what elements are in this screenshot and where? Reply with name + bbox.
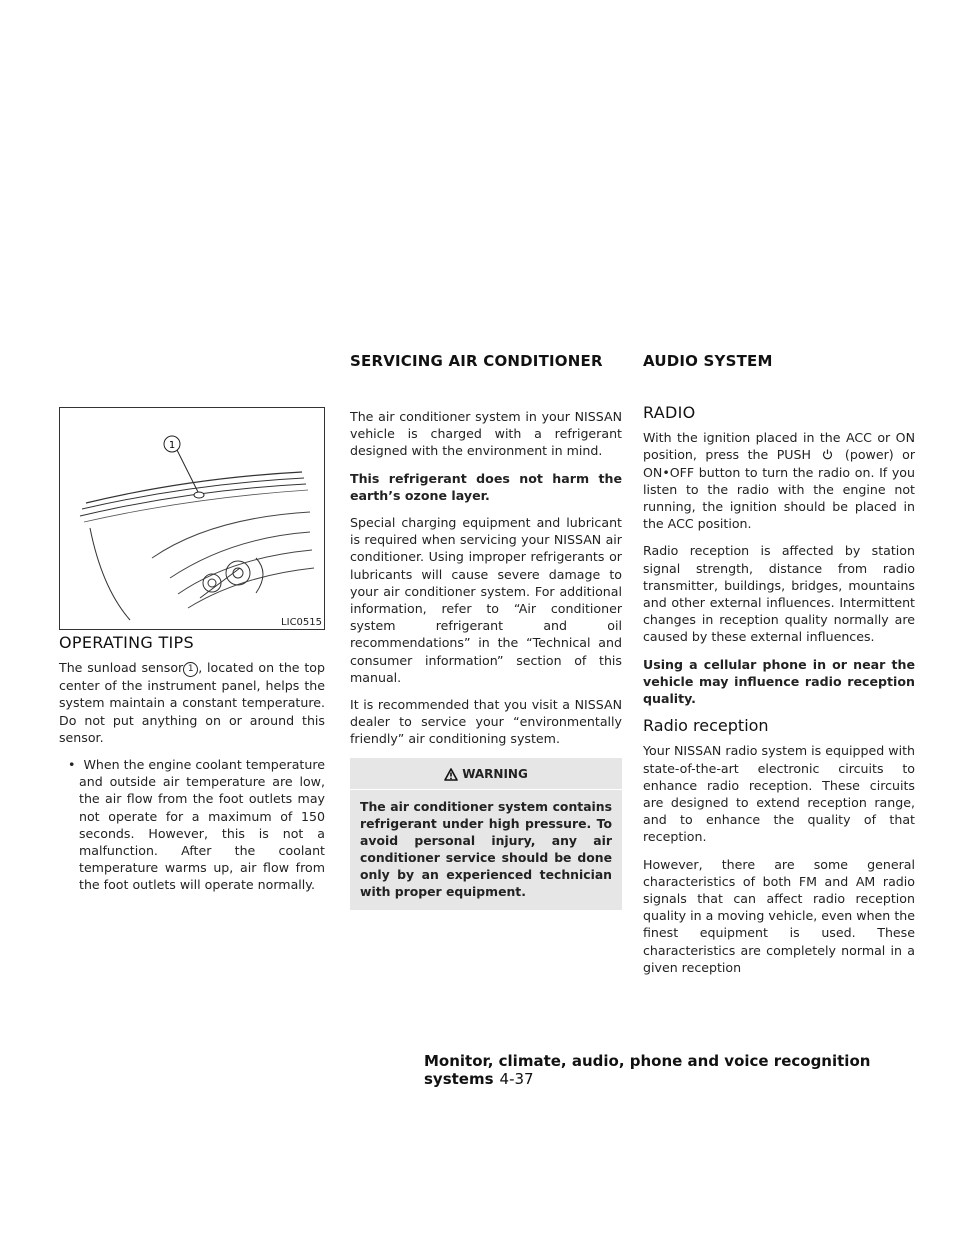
column-operating-tips	[59, 634, 325, 904]
paragraph-special-equipment: Special charging equipment and lubricant is required when servicing your NISSAN air conditioner. Using improper refrigerants or lubricants will cause severe damage to your air conditioner system. For additional information, refer to “Air conditioner system refrigerant and oil recommendations” in the “Technical and consumer information” section of this manual.	[350, 515, 622, 685]
paragraph-radio-system: Your NISSAN radio system is equipped with state-of-the-art electronic circuits to enhance radio reception. These circuits are designed to extend reception range, and to enhance the quality of that reception.	[643, 743, 915, 845]
sunload-sensor-figure	[59, 407, 325, 630]
paragraph-sunload-sensor	[59, 659, 325, 746]
paragraph-dealer-recommend: It is recommended that you visit a NISSAN dealer to service your “environmentally friendly” air conditioning system.	[350, 697, 622, 747]
section-header-audio-system: AUDIO SYSTEM	[643, 352, 773, 370]
dashboard-illustration	[60, 408, 324, 629]
sunload-sensor-text-a: The sunload sensor	[59, 660, 184, 676]
radio-on-text-b: (power) or ON•OFF button to turn the radio on. If you listen to the radio with the engine not running, the ignition should be placed in the ACC position.	[643, 447, 915, 532]
bullet-coolant-temperature	[59, 756, 325, 894]
paragraph-refrigerant-intro: The air conditioner system in your NISSAN vehicle is charged with a refrigerant designed with the environment in mind.	[350, 409, 622, 459]
warning-header	[350, 758, 622, 790]
paragraph-reception-affected: Radio reception is affected by station signal strength, distance from radio transmitter, buildings, bridges, mountains and other external influences. Intermittent changes in reception quality normally are caused by these external influences.	[643, 543, 915, 645]
radio-on-text-a: With the ignition placed in the ACC or ON position, press the PUSH	[643, 430, 915, 463]
column-servicing	[350, 408, 622, 910]
bullet-dot-icon: •	[68, 757, 84, 773]
warning-title: WARNING	[462, 766, 528, 781]
paragraph-ozone: This refrigerant does not harm the earth’s ozone layer.	[350, 470, 622, 503]
callout-ref-1: 1	[183, 662, 198, 677]
warning-triangle-icon	[444, 768, 458, 781]
page-footer	[424, 1052, 960, 1088]
paragraph-turn-radio-on	[643, 429, 915, 532]
paragraph-cellular-phone: Using a cellular phone in or near the vehicle may influence radio reception quality.	[643, 656, 915, 707]
sunload-sensor-text-b: , located on the top center of the instrument panel, helps the system maintain a constant temperature. Do not put anything on or around this sensor.	[59, 660, 325, 745]
heading-radio-reception: Radio reception	[643, 716, 769, 736]
power-icon	[822, 449, 833, 460]
figure-callout-number: 1	[168, 440, 176, 451]
heading-radio: RADIO	[643, 403, 696, 422]
paragraph-general-characteristics: However, there are some general characteristics of both FM and AM radio signals that can affect radio reception quality in a moving vehicle, even when the finest equipment is used. These characteristics are completely normal in a given reception	[643, 856, 915, 975]
heading-operating-tips: OPERATING TIPS	[59, 633, 194, 652]
section-header-servicing-air-conditioner: SERVICING AIR CONDITIONER	[350, 352, 603, 370]
warning-box	[350, 758, 622, 910]
bullet-text: When the engine coolant temperature and outside air temperature are low, the air flow from the foot outlets may not operate for a maximum of 150 seconds. However, this is not a malfunction. After the coolant temperature warms up, air flow from the foot outlets will operate normally.	[79, 757, 325, 893]
column-radio	[643, 404, 915, 986]
page-number: 4-37	[499, 1070, 534, 1088]
figure-label: LIC0515	[281, 617, 322, 628]
footer-section-title: Monitor, climate, audio, phone and voice recognition systems	[424, 1052, 871, 1088]
warning-text: The air conditioner system contains refrigerant under high pressure. To avoid personal injury, any air conditioner service should be done only by an experienced technician with proper equipment.	[360, 798, 612, 899]
